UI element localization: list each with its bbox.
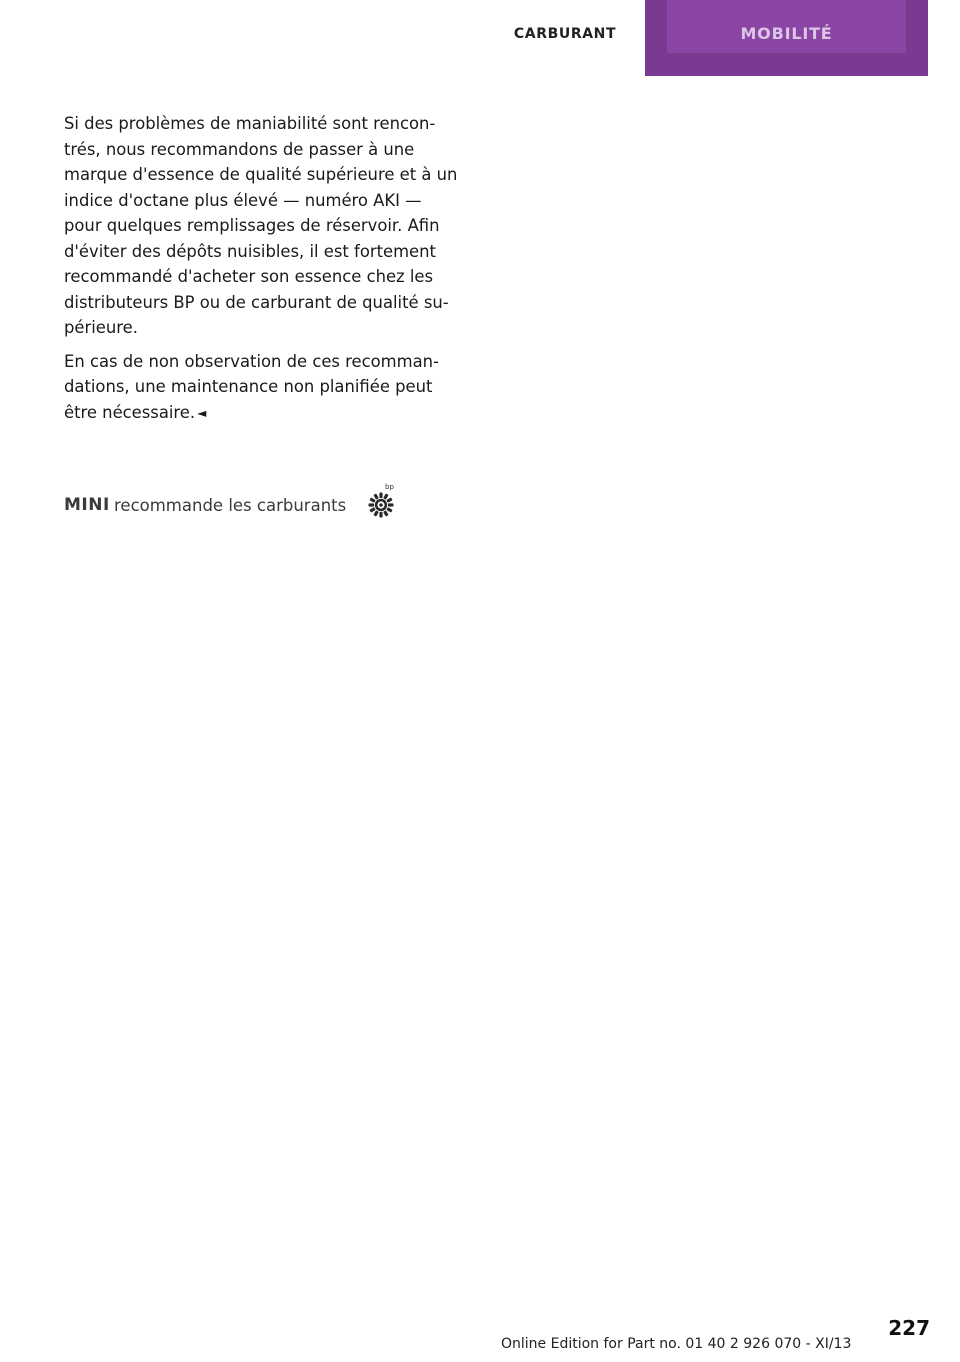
text-line-last <box>64 400 484 427</box>
text-line: recommandé d'acheter son essence chez les <box>64 267 434 286</box>
page-number: 227 <box>888 1316 930 1340</box>
end-mark-icon: ◄ <box>197 405 207 420</box>
text-line: périeure. <box>64 318 138 337</box>
text-line: trés, nous recommandons de passer à une <box>64 139 415 159</box>
paragraph-2 <box>64 349 484 427</box>
page-header <box>0 0 960 80</box>
section-label: CARBURANT <box>513 26 617 42</box>
text-line: marque d'essence de qualité supérieure et à un <box>64 165 458 184</box>
main-content <box>64 111 484 434</box>
text-line: d'éviter des dépôts nuisibles, il est fortement <box>64 241 436 261</box>
bp-logo <box>366 484 396 518</box>
text-line: pour quelques remplissages de réservoir. Afin <box>64 216 440 235</box>
paragraph-1 <box>64 111 484 341</box>
text-line: indice d'octane plus élevé — numéro AKI — <box>64 190 422 210</box>
bp-recommend-text: recommande les carburants <box>114 496 347 515</box>
text-line: distributeurs BP ou de carburant de qualité su- <box>64 292 449 312</box>
chapter-tab <box>645 0 928 76</box>
bp-helios-icon <box>368 492 394 518</box>
mini-brand: MINI <box>64 495 110 515</box>
chapter-tab-inner <box>667 0 906 53</box>
bp-recommendation <box>64 484 404 524</box>
text-line-text: être nécessaire. <box>64 402 196 422</box>
footer-edition-text: Online Edition for Part no. 01 40 2 926 070 - XI/13 <box>501 1336 852 1352</box>
text-line: dations, une maintenance non planifiée peut <box>64 377 433 396</box>
chapter-label: MOBILITÉ <box>740 24 833 43</box>
text-line: En cas de non observation de ces recomman- <box>64 351 439 371</box>
text-line: Si des problèmes de maniabilité sont rencon- <box>64 114 436 133</box>
bp-small-label: bp <box>385 483 394 491</box>
